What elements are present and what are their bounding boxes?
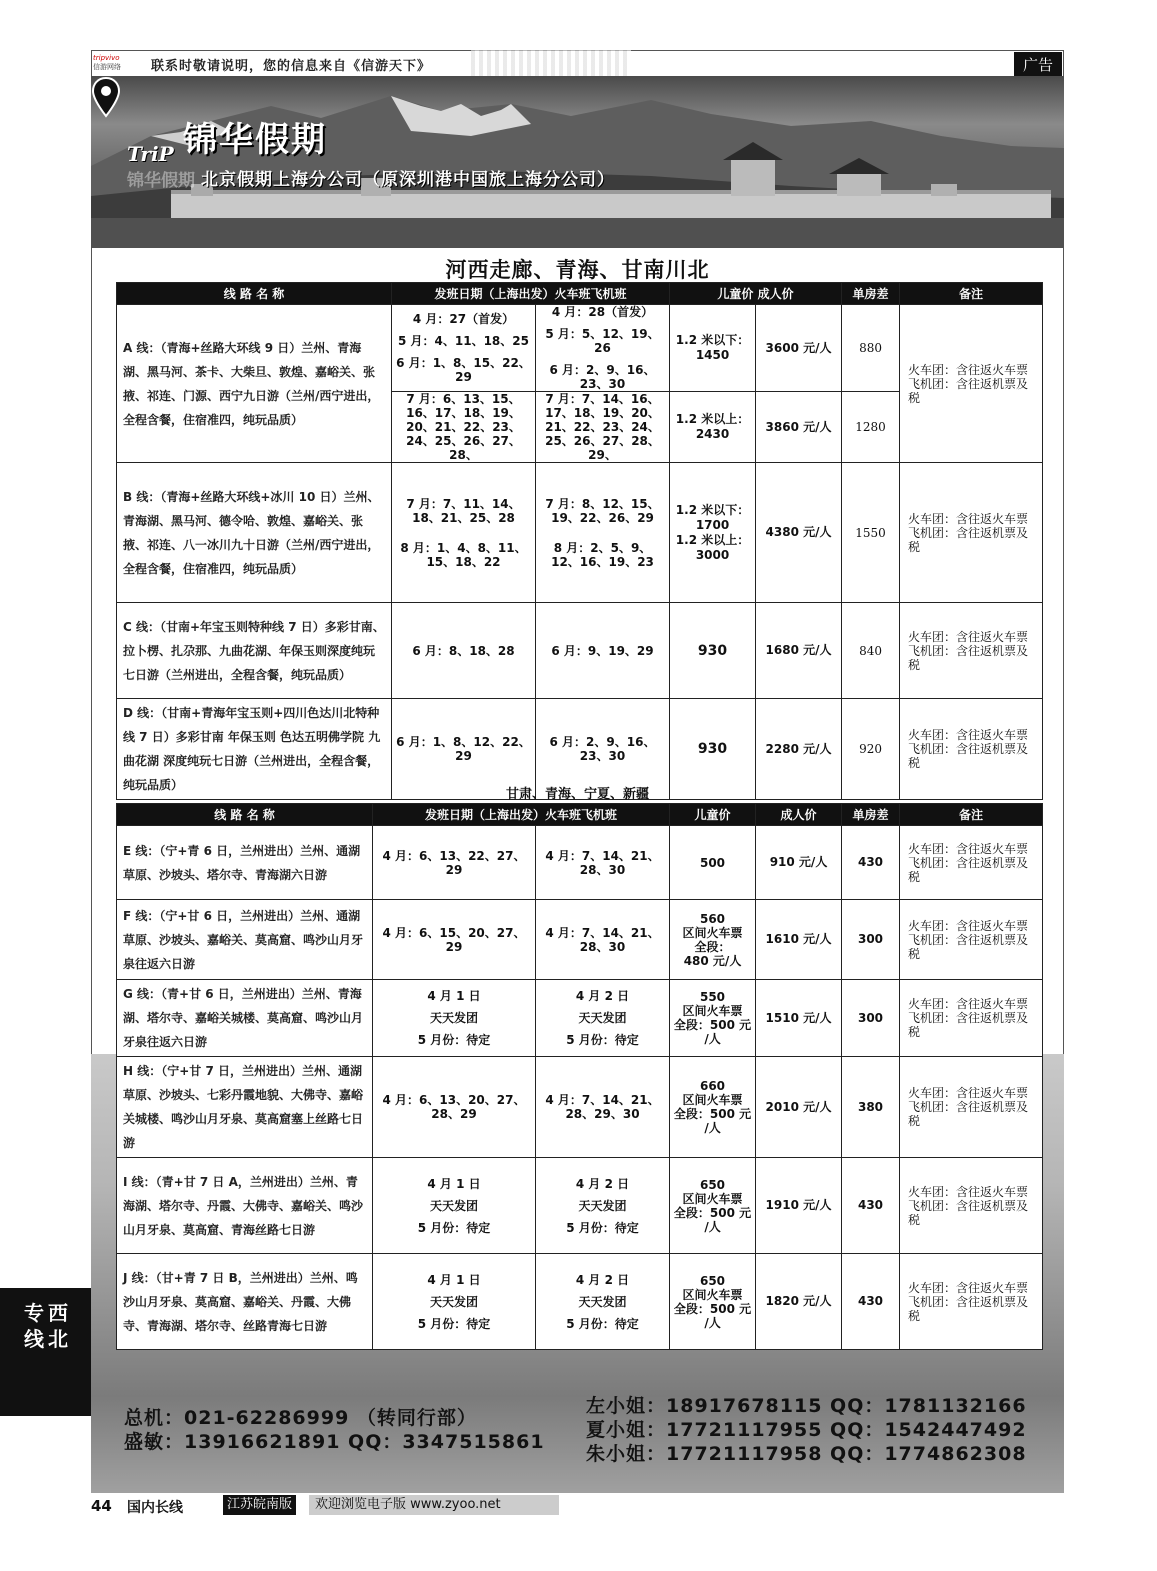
note-a: 火车团：含往返火车票 飞机团：含往返机票及税 xyxy=(900,305,1043,463)
note-f: 火车团：含往返火车票 飞机团：含往返机票及税 xyxy=(900,900,1043,980)
side-tab-col1: 西北 xyxy=(48,1301,68,1351)
child-price-f: 560 区间火车票 全段： 480 元/人 xyxy=(670,900,756,980)
route-e: E 线：（宁+青 6 日，兰州进出）兰州、通湖草原、沙坡头、塔尔寺、青海湖六日游 xyxy=(117,826,373,900)
note-g: 火车团：含往返火车票 飞机团：含往返机票及税 xyxy=(900,980,1043,1057)
adult-price-i: 1910 元/人 xyxy=(756,1158,842,1254)
child-price-h: 660 区间火车票 全段：500 元 /人 xyxy=(670,1057,756,1158)
edition-badge: 江苏皖南版 xyxy=(223,1495,296,1515)
route-h: H 线：（宁+甘 7 日，兰州进出）兰州、通湖草原、沙坡头、七彩丹霞地貌、大佛寺、嘉峪关城楼、鸣沙山月牙泉、莫高窟塞上丝路七日游 xyxy=(117,1057,373,1158)
table-row xyxy=(117,1158,1043,1254)
top-strip xyxy=(91,50,1064,76)
header-child: 儿童价 xyxy=(670,804,756,826)
contact-sheng: 盛敏：13916621891 QQ：3347515861 xyxy=(124,1431,545,1453)
single-supplement-a2: 1280 xyxy=(842,392,900,463)
source-note: 联系时敬请说明，您的信息来自《信游天下》 xyxy=(151,59,432,74)
contact-xia: 夏小姐：17721117955 QQ：1542447492 xyxy=(586,1419,1027,1441)
side-tab-col2: 专线 xyxy=(24,1301,44,1351)
plane-dates-a2: 7 月：7、14、16、17、18、19、20、21、22、23、24、25、26、27、28、29、 xyxy=(536,392,670,463)
train-dates-e: 4 月：6、13、22、27、29 xyxy=(373,826,536,900)
header-route: 线 路 名 称 xyxy=(117,804,373,826)
header-single: 单房差 xyxy=(842,283,900,305)
adult-price-e: 910 元/人 xyxy=(756,826,842,900)
route-f: F 线：（宁+甘 6 日，兰州进出）兰州、通湖草原、沙坡头、嘉峪关、莫高窟、鸣沙山月牙泉往返六日游 xyxy=(117,900,373,980)
adult-price-a1: 3600 元/人 xyxy=(756,305,842,392)
note-e: 火车团：含往返火车票 飞机团：含往返机票及税 xyxy=(900,826,1043,900)
table-row xyxy=(117,1057,1043,1158)
plane-dates-g: 4 月 2 日 天天发团 5 月份：待定 xyxy=(536,980,670,1057)
header-dates: 发班日期（上海出发）火车班飞机班 xyxy=(373,804,670,826)
great-wall-scene xyxy=(91,76,1064,248)
child-price-a1: 1.2 米以下： 1450 xyxy=(670,305,756,392)
header-single: 单房差 xyxy=(842,804,900,826)
contact-zuo: 左小姐：18917678115 QQ：1781132166 xyxy=(586,1395,1027,1417)
map-pin-icon xyxy=(91,76,121,118)
section1-title: 河西走廊、青海、甘南川北 xyxy=(445,258,710,282)
note-b: 火车团：含往返火车票 飞机团：含往返机票及税 xyxy=(900,463,1043,603)
train-dates-h: 4 月：6、13、20、27、28、29 xyxy=(373,1057,536,1158)
train-dates-f: 4 月：6、15、20、27、29 xyxy=(373,900,536,980)
note-h: 火车团：含往返火车票 飞机团：含往返机票及税 xyxy=(900,1057,1043,1158)
table-row xyxy=(117,603,1043,699)
route-a: A 线：（青海+丝路大环线 9 日）兰州、青海湖、黑马河、茶卡、大柴旦、敦煌、嘉峪关、张掖、祁连、门源、西宁九日游（兰州/西宁进出，全程含餐，住宿准四，纯玩品质） xyxy=(117,305,392,463)
page-number: 44 xyxy=(91,1497,112,1515)
table-header-row xyxy=(117,283,1043,305)
single-supplement-j: 430 xyxy=(842,1254,900,1350)
adult-price-j: 1820 元/人 xyxy=(756,1254,842,1350)
plane-dates-f: 4 月：7、14、21、28、30 xyxy=(536,900,670,980)
section2-title: 甘肃、青海、宁夏、新疆 xyxy=(505,787,649,802)
header-dates: 发班日期（上海出发）火车班飞机班 xyxy=(392,283,670,305)
single-supplement-f: 300 xyxy=(842,900,900,980)
section2-body xyxy=(117,826,1043,1350)
adult-price-b: 4380 元/人 xyxy=(756,463,842,603)
child-price-a2: 1.2 米以上： 2430 xyxy=(670,392,756,463)
note-j: 火车团：含往返火车票 飞机团：含往返机票及税 xyxy=(900,1254,1043,1350)
contact-zhu: 朱小姐：17721117958 QQ：1774862308 xyxy=(586,1443,1027,1465)
section1-table xyxy=(116,282,1043,800)
train-dates-c: 6 月：8、18、28 xyxy=(392,603,536,699)
table-row xyxy=(117,826,1043,900)
single-supplement-d: 920 xyxy=(842,699,900,800)
plane-dates-e: 4 月：7、14、21、28、30 xyxy=(536,826,670,900)
plane-dates-i: 4 月 2 日 天天发团 5 月份：待定 xyxy=(536,1158,670,1254)
table-row xyxy=(117,1254,1043,1350)
single-supplement-e: 430 xyxy=(842,826,900,900)
route-d: D 线：（甘南+青海年宝玉则+四川色达川北特种线 7 日）多彩甘南 年保玉则 色达五明佛学院 九曲花湖 深度纯玩七日游（兰州进出，全程含餐，纯玩品质） xyxy=(117,699,392,800)
train-dates-b: 7 月：7、11、14、18、21、25、28 8 月：1、4、8、11、15、18、22 xyxy=(392,463,536,603)
route-c: C 线：（甘南+年宝玉则特种线 7 日）多彩甘南、拉卜楞、扎尕那、九曲花湖、年保玉则深度纯玩七日游（兰州进出，全程含餐，纯玩品质） xyxy=(117,603,392,699)
single-supplement-h: 380 xyxy=(842,1057,900,1158)
train-dates-g: 4 月 1 日 天天发团 5 月份：待定 xyxy=(373,980,536,1057)
website-link[interactable]: 欢迎浏览电子版 www.zyoo.net xyxy=(309,1495,559,1515)
note-d: 火车团：含往返火车票 飞机团：含往返机票及税 xyxy=(900,699,1043,800)
plane-dates-h: 4 月：7、14、21、28、29、30 xyxy=(536,1057,670,1158)
table-row xyxy=(117,463,1043,603)
brand-trip: TriP xyxy=(127,142,174,166)
child-price-e: 500 xyxy=(670,826,756,900)
single-supplement-a1: 880 xyxy=(842,305,900,392)
adult-price-f: 1610 元/人 xyxy=(756,900,842,980)
route-g: G 线：（青+甘 6 日，兰州进出）兰州、青海湖、塔尔寺、嘉峪关城楼、莫高窟、鸣沙山月牙泉往返六日游 xyxy=(117,980,373,1057)
train-dates-a1: 4 月：27（首发） 5 月：4、11、18、25 6 月：1、8、15、22、29 xyxy=(392,305,536,392)
plane-dates-a1: 4 月：28（首发） 5 月：5、12、19、26 6 月：2、9、16、23、30 xyxy=(536,305,670,392)
table-row xyxy=(117,900,1043,980)
footer xyxy=(91,1493,1064,1519)
single-supplement-i: 430 xyxy=(842,1158,900,1254)
table-row xyxy=(117,980,1043,1057)
brand-name: 锦华假期 xyxy=(183,120,327,160)
header-banner xyxy=(91,76,1064,248)
plane-dates-c: 6 月：9、19、29 xyxy=(536,603,670,699)
table-header-row xyxy=(117,804,1043,826)
single-supplement-c: 840 xyxy=(842,603,900,699)
table-row xyxy=(117,305,1043,392)
single-supplement-b: 1550 xyxy=(842,463,900,603)
train-dates-j: 4 月 1 日 天天发团 5 月份：待定 xyxy=(373,1254,536,1350)
child-price-j: 650 区间火车票 全段：500 元 /人 xyxy=(670,1254,756,1350)
publisher-logo: tripvivo 信游网络 xyxy=(93,54,121,71)
section2-table xyxy=(116,803,1043,1350)
plane-dates-d: 6 月：2、9、16、23、30 xyxy=(536,699,670,800)
plane-dates-j: 4 月 2 日 天天发团 5 月份：待定 xyxy=(536,1254,670,1350)
route-b: B 线：（青海+丝路大环线+冰川 10 日）兰州、青海湖、黑马河、德令哈、敦煌、嘉峪关、张掖、祁连、八一冰川九十日游（兰州/西宁进出，全程含餐，住宿准四，纯玩品质） xyxy=(117,463,392,603)
child-price-d: 930 xyxy=(670,699,756,800)
train-dates-i: 4 月 1 日 天天发团 5 月份：待定 xyxy=(373,1158,536,1254)
header-note: 备注 xyxy=(900,283,1043,305)
side-tab xyxy=(0,1288,91,1416)
note-c: 火车团：含往返火车票 飞机团：含往返机票及税 xyxy=(900,603,1043,699)
child-price-c: 930 xyxy=(670,603,756,699)
adult-price-h: 2010 元/人 xyxy=(756,1057,842,1158)
adult-price-d: 2280 元/人 xyxy=(756,699,842,800)
route-i: I 线：（青+甘 7 日 A，兰州进出）兰州、青海湖、塔尔寺、丹霞、大佛寺、嘉峪关、鸣沙山月牙泉、莫高窟、青海丝路七日游 xyxy=(117,1158,373,1254)
header-route: 线 路 名 称 xyxy=(117,283,392,305)
note-i: 火车团：含往返火车票 飞机团：含往返机票及税 xyxy=(900,1158,1043,1254)
adult-price-g: 1510 元/人 xyxy=(756,980,842,1057)
child-price-g: 550 区间火车票 全段：500 元 /人 xyxy=(670,980,756,1057)
train-dates-d: 6 月：1、8、12、22、29 xyxy=(392,699,536,800)
header-prices: 儿童价 成人价 xyxy=(670,283,842,305)
route-j: J 线：（甘+青 7 日 B，兰州进出）兰州、鸣沙山月牙泉、莫高窟、嘉峪关、丹霞、大佛寺、青海湖、塔尔寺、丝路青海七日游 xyxy=(117,1254,373,1350)
contact-main-line: 总机：021-62286999 （转同行部） xyxy=(124,1407,477,1429)
brand-subtitle: 北京假期上海分公司（原深圳港中国旅上海分公司） xyxy=(201,170,615,190)
footer-section: 国内长线 xyxy=(127,1500,183,1516)
single-supplement-g: 300 xyxy=(842,980,900,1057)
child-price-i: 650 区间火车票 全段：500 元 /人 xyxy=(670,1158,756,1254)
train-dates-a2: 7 月：6、13、15、16、17、18、19、20、21、22、23、24、25、26、27、28、 xyxy=(392,392,536,463)
child-price-b: 1.2 米以下： 1700 1.2 米以上： 3000 xyxy=(670,463,756,603)
header-adult: 成人价 xyxy=(756,804,842,826)
brand-ghost: 锦华假期 xyxy=(127,171,195,191)
adult-price-c: 1680 元/人 xyxy=(756,603,842,699)
plane-dates-b: 7 月：8、12、15、19、22、26、29 8 月：2、5、9、12、16、19、23 xyxy=(536,463,670,603)
header-note: 备注 xyxy=(900,804,1043,826)
adult-price-a2: 3860 元/人 xyxy=(756,392,842,463)
ad-label: 广告 xyxy=(1014,52,1062,78)
checker-decoration xyxy=(471,50,631,76)
